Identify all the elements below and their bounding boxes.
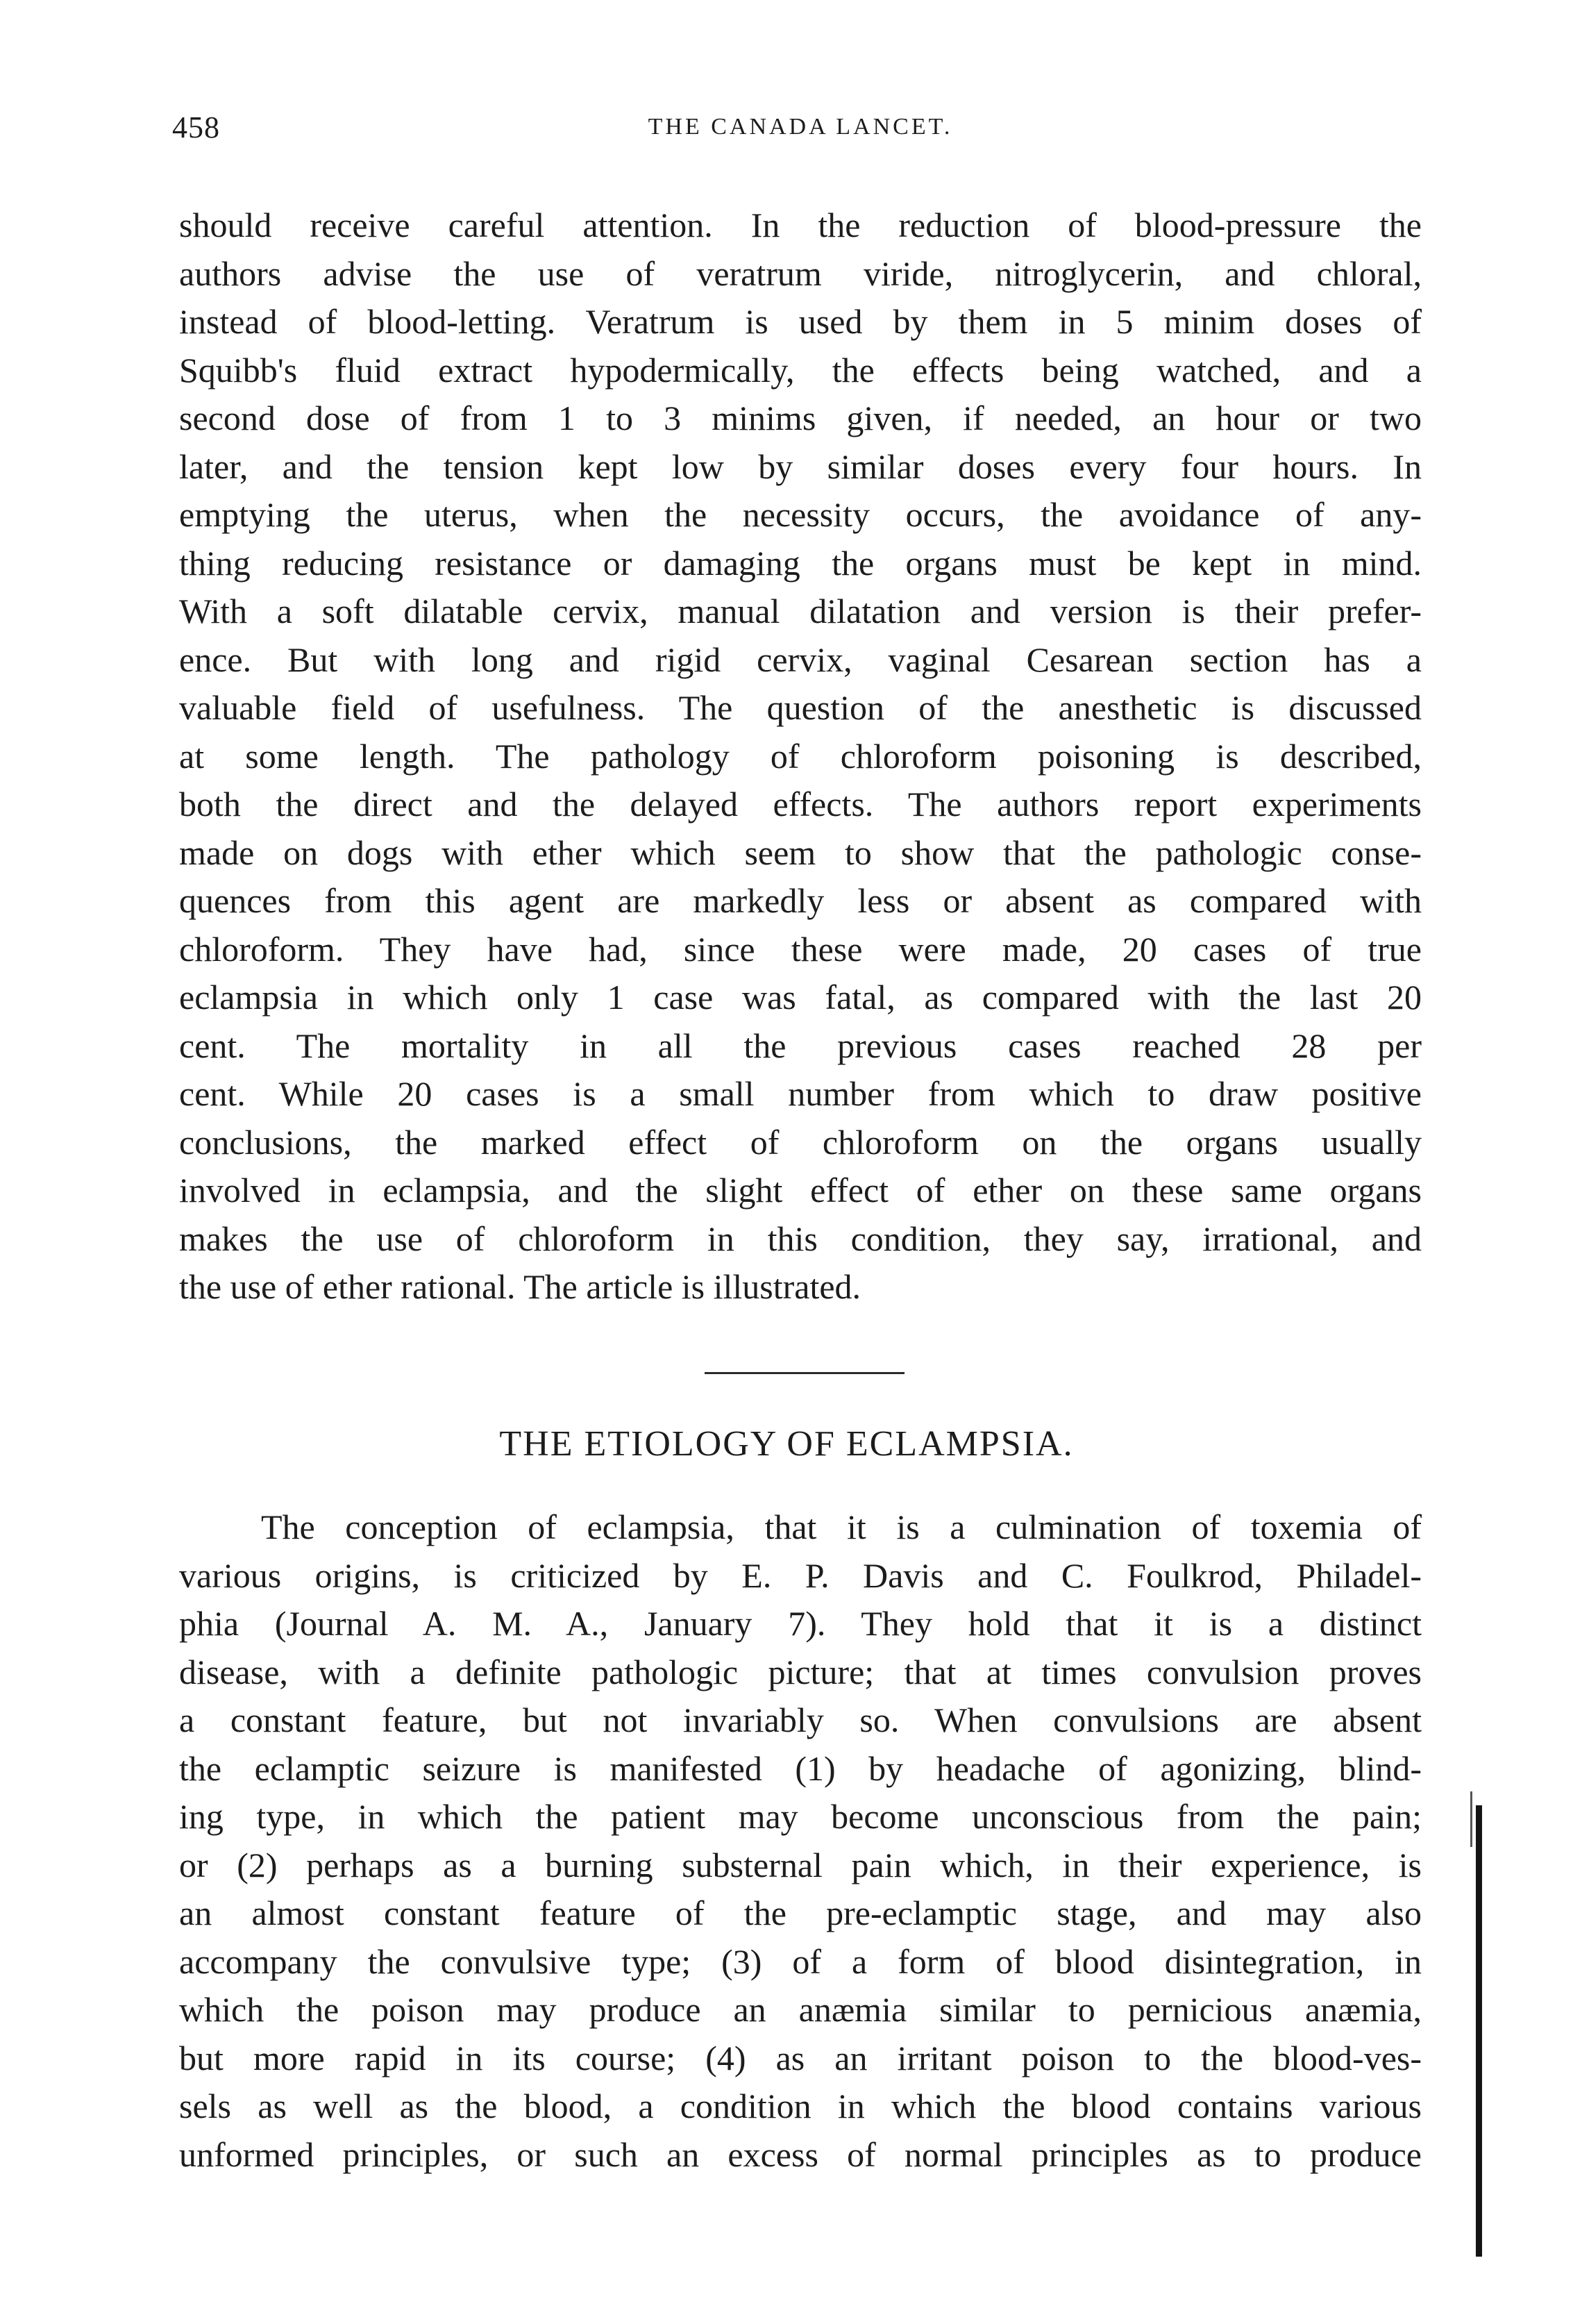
text-line: should receive careful attention. In the reduction of blood-pressure the [179,206,1422,244]
text-line: later, and the tension kept low by similar doses every four hours. In [179,446,1422,486]
text-line: valuable field of usefulness. The question of the anesthetic is discussed [179,688,1422,727]
text-line: the use of ether rational. The article is illustrated. [179,1267,861,1306]
text-line: an almost constant feature of the pre-eclamptic stage, and may also [179,1894,1422,1932]
text-line: authors advise the use of veratrum viride, nitroglycerin, and chloral, [179,253,1422,293]
section-divider [705,1372,905,1374]
text-line: various origins, is criticized by E. P. Davis and C. Foulkrod, Philadel- [179,1555,1422,1595]
text-line: which the poison may produce an anæmia similar to pernicious anæmia, [179,1990,1422,2029]
text-line: instead of blood-letting. Veratrum is used by them in 5 minim doses of [179,302,1422,341]
text-line: or (2) perhaps as a burning substernal pain which, in their experience, is [179,1845,1422,1884]
text-line: cent. While 20 cases is a small number from which to draw positive [179,1074,1422,1113]
text-line: makes the use of chloroform in this condition, they say, irrational, and [179,1219,1422,1258]
text-line: The conception of eclampsia, that it is a culmination of toxemia of [261,1507,1422,1546]
text-line: conclusions, the marked effect of chloroform on the organs usually [179,1122,1422,1162]
text-line: chloroform. They have had, since these were made, 20 cases of true [179,929,1422,969]
scan-margin-bar [1476,1805,1482,2257]
text-line: cent. The mortality in all the previous cases reached 28 per [179,1026,1422,1065]
text-line: emptying the uterus, when the necessity occurs, the avoidance of any- [179,495,1422,534]
text-line: disease, with a definite pathologic picture; that at times convulsion proves [179,1652,1422,1691]
text-line: involved in eclampsia, and the slight effect of ether on these same organs [179,1171,1422,1210]
text-line: ence. But with long and rigid cervix, vaginal Cesarean section has a [179,639,1422,679]
text-line: both the direct and the delayed effects. The authors report experiments [179,785,1422,824]
article-continuation [179,201,1422,1312]
scan-margin-mark [1470,1791,1472,1847]
text-line: accompany the convulsive type; (3) of a form of blood disintegration, in [179,1941,1422,1981]
text-line: made on dogs with ether which seem to show that the pathologic conse- [179,833,1422,872]
text-line: ing type, in which the patient may become unconscious from the pain; [179,1797,1422,1836]
text-line: thing reducing resistance or damaging the organs must be kept in mind. [179,543,1422,583]
running-head: THE CANADA LANCET. [648,114,953,140]
text-line: a constant feature, but not invariably so. When convulsions are absent [179,1700,1422,1739]
text-line: Squibb's fluid extract hypodermically, the effects being watched, and a [179,350,1422,390]
text-line: phia (Journal A. M. A., January 7). They hold that it is a distinct [179,1604,1422,1643]
section-title: THE ETIOLOGY OF ECLAMPSIA. [499,1424,1074,1464]
page-header [172,110,1429,151]
page-number: 458 [172,110,220,144]
text-line: second dose of from 1 to 3 minims given, if needed, an hour or two [179,399,1422,437]
article-body [179,1503,1422,2179]
text-line: sels as well as the blood, a condition in which the blood contains various [179,2087,1422,2125]
text-line: unformed principles, or such an excess of normal principles as to produce [179,2134,1422,2174]
text-line: the eclamptic seizure is manifested (1) by headache of agonizing, blind- [179,1748,1422,1788]
text-line: at some length. The pathology of chloroform poisoning is described, [179,736,1422,776]
text-line: eclampsia in which only 1 case was fatal, as compared with the last 20 [179,978,1422,1017]
text-line: With a soft dilatable cervix, manual dilatation and version is their prefer- [179,592,1422,630]
text-line: quences from this agent are markedly less or absent as compared with [179,881,1422,920]
text-line: but more rapid in its course; (4) as an irritant poison to the blood-ves- [179,2038,1422,2078]
